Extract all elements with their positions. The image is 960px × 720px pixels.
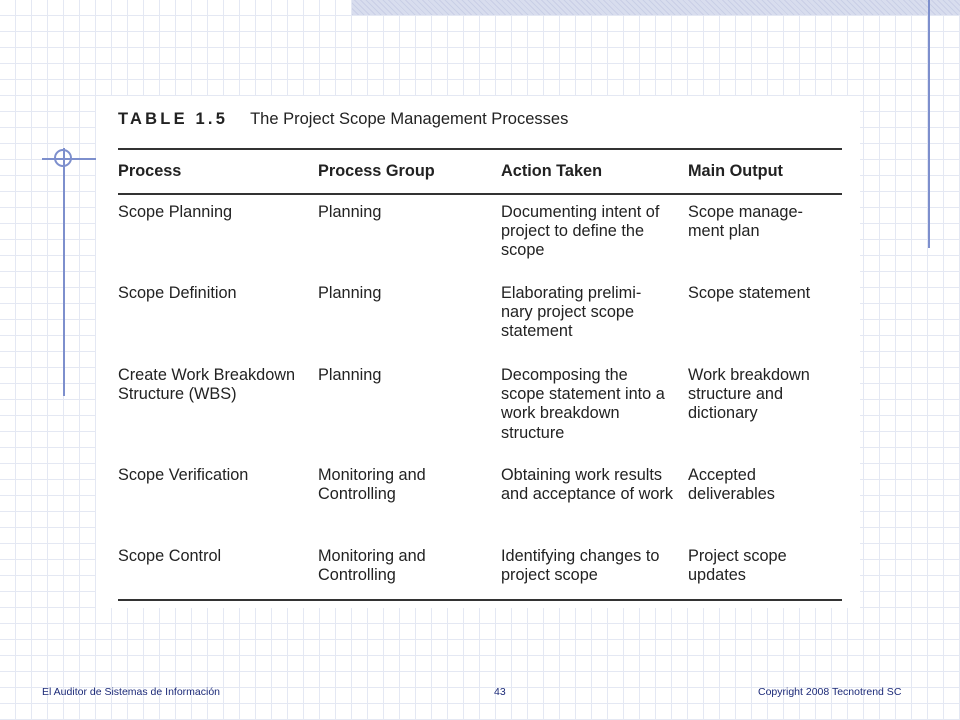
table-bottom-rule <box>118 599 842 601</box>
table-cell-output: Accepted deliverables <box>688 466 775 504</box>
table-cell-process: Scope Verification <box>118 466 249 484</box>
table-cell-action: Obtaining work results and acceptance of work <box>501 466 673 504</box>
top-decorative-band <box>352 0 960 15</box>
footer-copyright: Copyright 2008 Tecnotrend SC <box>758 686 902 698</box>
table-cell-action: Decomposing the scope statement into a work breakdown structure <box>501 366 665 442</box>
crosshair-circle-icon <box>54 149 72 167</box>
table-cell-output: Scope manage-ment plan <box>688 203 803 241</box>
footer-course-title: El Auditor de Sistemas de Información <box>42 686 221 698</box>
table-cell-group: Planning <box>318 366 382 384</box>
right-vertical-rule <box>928 0 930 248</box>
table-cell-process: Scope Definition <box>118 284 237 302</box>
table-cell-action: Documenting intent of project to define the scope <box>501 203 660 260</box>
table-cell-process: Scope Control <box>118 547 222 565</box>
table-cell-group: Monitoring and Controlling <box>318 547 426 585</box>
column-header-action-taken: Action Taken <box>501 162 603 180</box>
table-cell-output: Project scope updates <box>688 547 787 585</box>
column-header-main-output: Main Output <box>688 162 783 180</box>
table-cell-process: Create Work Breakdown Structure (WBS) <box>118 366 296 404</box>
table-header-rule <box>118 193 842 195</box>
table-caption: The Project Scope Management Processes <box>250 110 569 128</box>
table-heading <box>118 110 568 129</box>
table-cell-group: Planning <box>318 203 382 221</box>
table-cell-process: Scope Planning <box>118 203 233 221</box>
table-number: TABLE 1.5 <box>118 110 229 128</box>
table-cell-group: Monitoring and Controlling <box>318 466 426 504</box>
column-header-process: Process <box>118 162 182 180</box>
column-header-process-group: Process Group <box>318 162 435 180</box>
table-cell-action: Identifying changes to project scope <box>501 547 660 585</box>
table-cell-output: Work breakdown structure and dictionary <box>688 366 810 423</box>
footer-page-number: 43 <box>494 686 506 698</box>
left-vertical-rule <box>63 148 65 396</box>
table-top-rule <box>118 148 842 150</box>
table-cell-group: Planning <box>318 284 382 302</box>
table-cell-action: Elaborating prelimi-nary project scope statement <box>501 284 642 341</box>
table-cell-output: Scope statement <box>688 284 811 302</box>
